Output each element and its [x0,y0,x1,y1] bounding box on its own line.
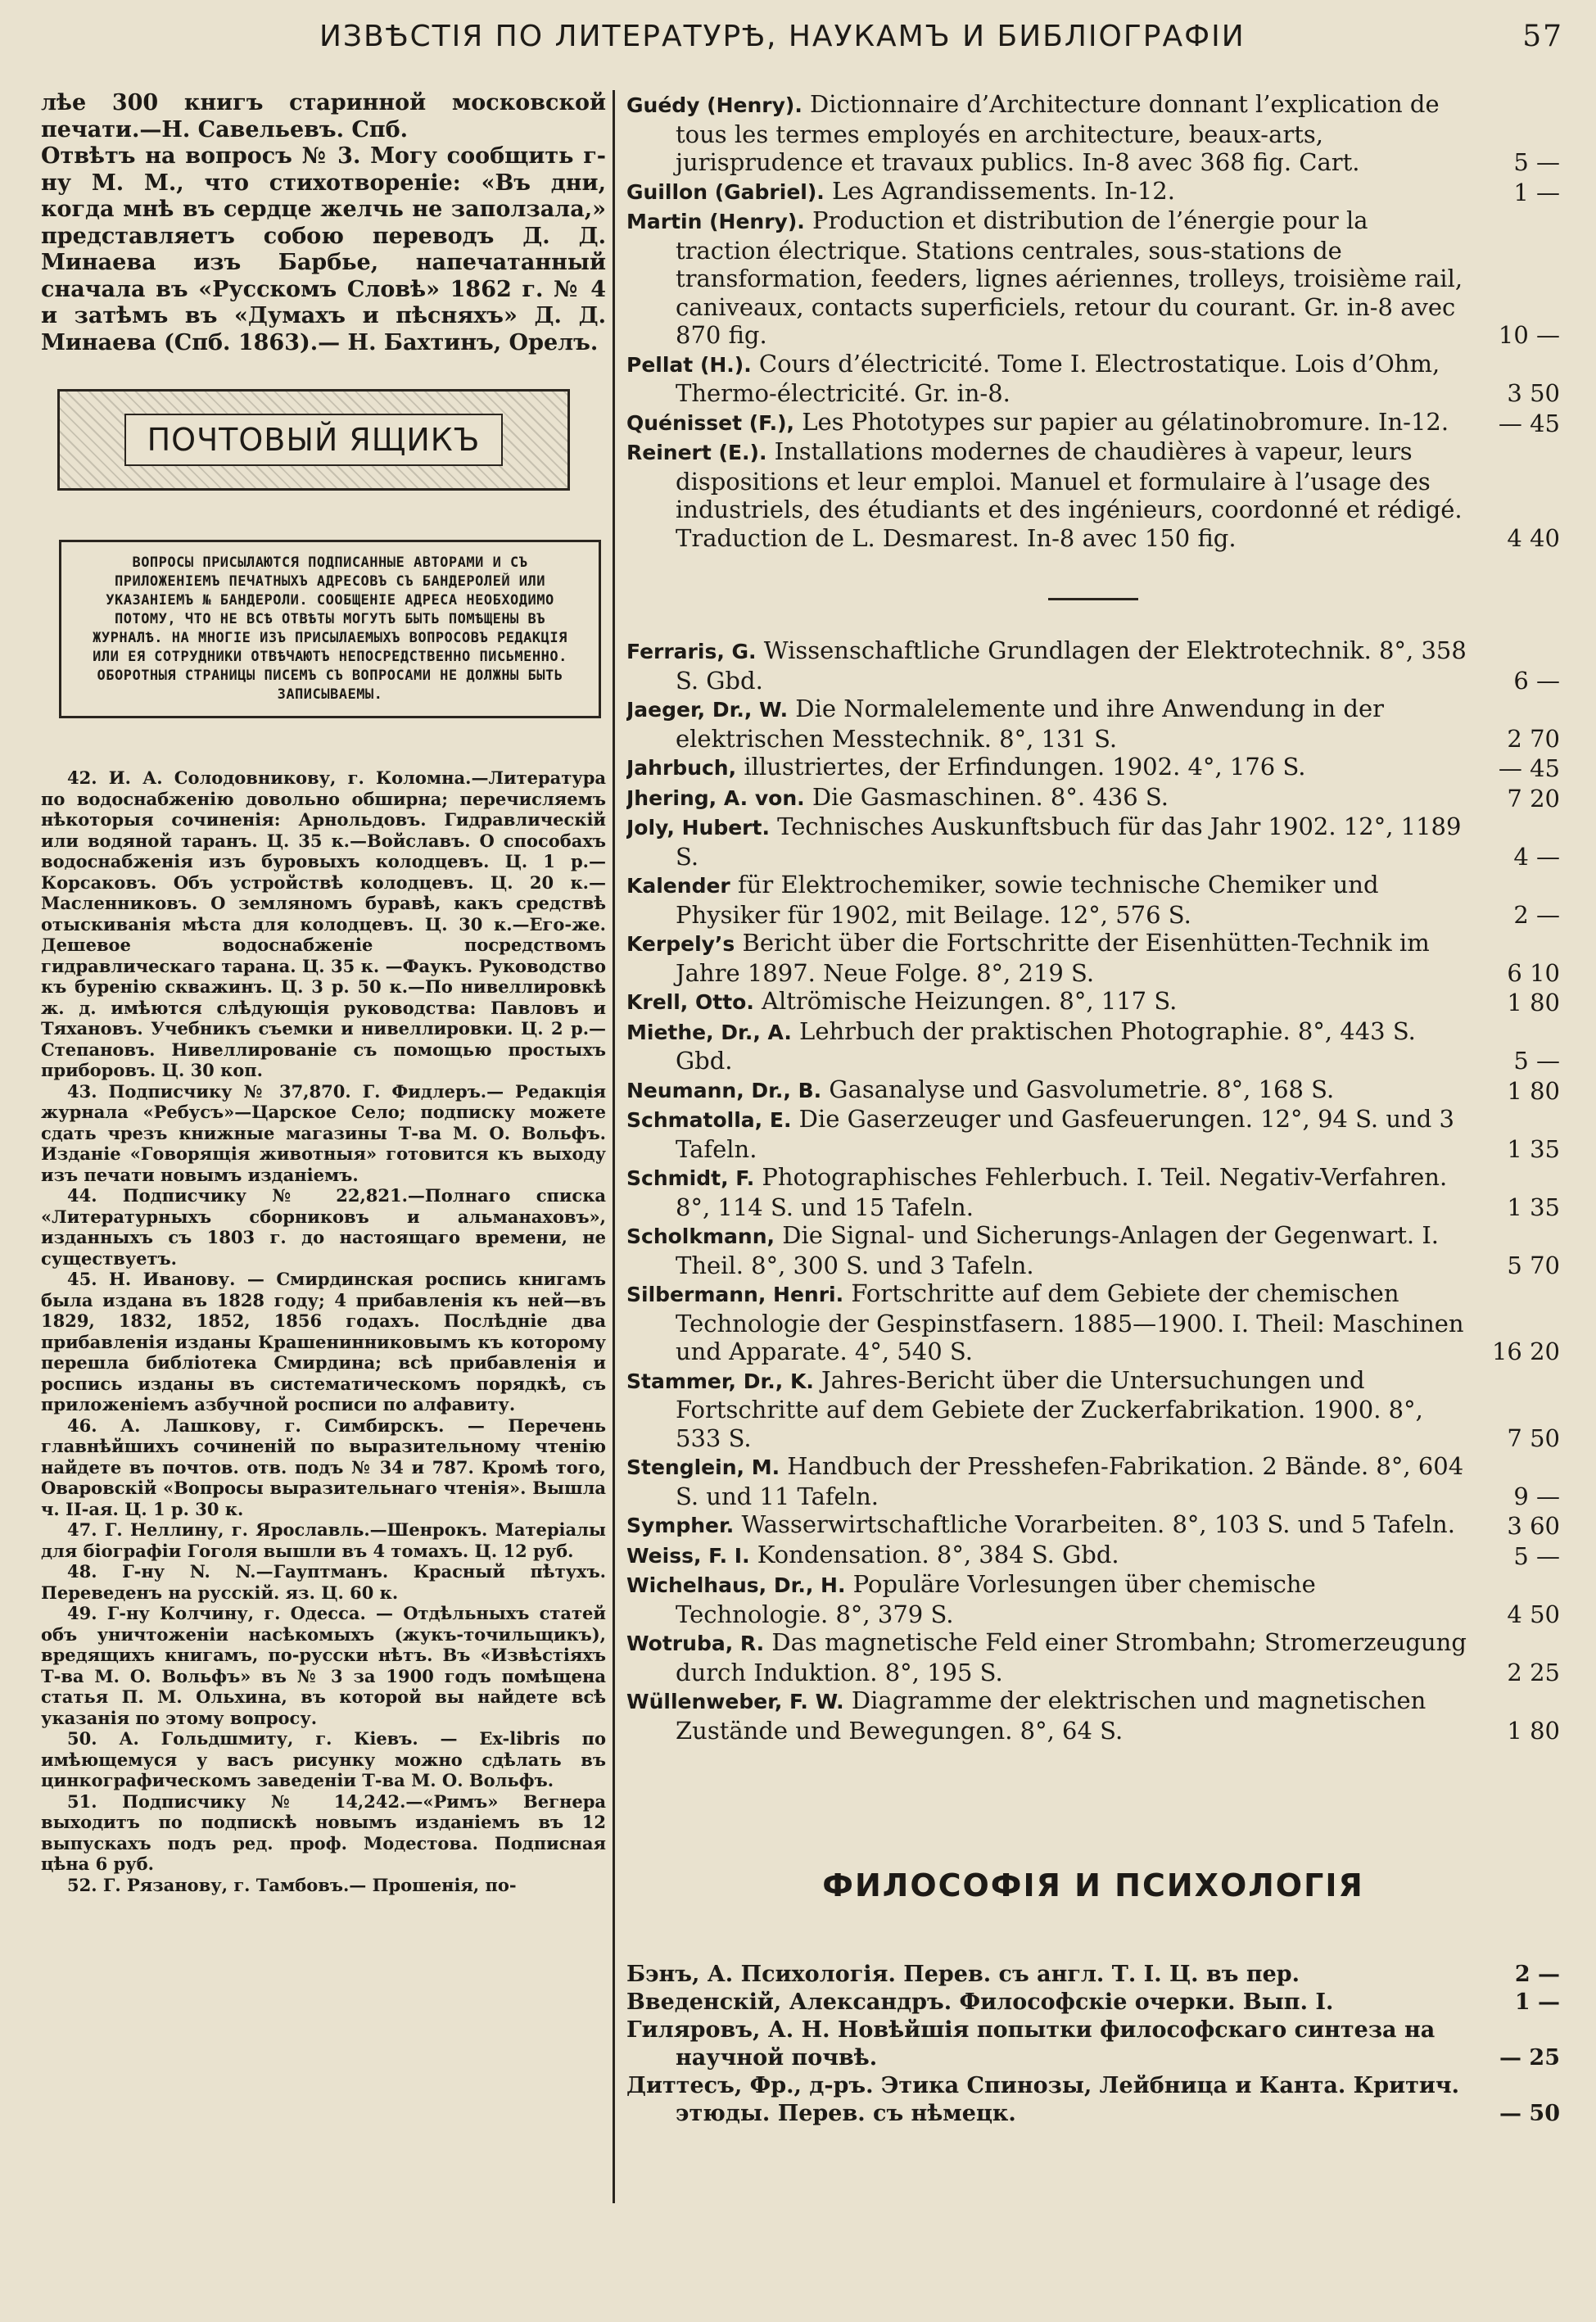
book-price: 1 80 [1507,1076,1560,1105]
book-price: 1 35 [1507,1134,1560,1163]
book-description: Fortschritte auf dem Gebiete der chemischen Technologie der Gespinstfasern. 1885—1900. I. Theil: Maschinen und Apparate. 4°, 540 S. [676,1279,1464,1365]
book-entry [626,90,1560,177]
book-price: 5 — [1513,1047,1560,1075]
book-entry [626,1105,1560,1163]
book-entry [626,636,1560,695]
book-description: Diagramme der elektrischen und magnetischen Zustände und Bewegungen. 8°, 64 S. [676,1686,1426,1745]
book-description: Wissenschaftliche Grundlagen der Elektrotechnik. 8°, 358 S. Gbd. [676,636,1467,695]
page-number: 57 [1522,20,1563,53]
answer-item: 49. Г-ну Колчину, г. Одесса. — Отдѣльныхъ статей объ уничтоженіи насѣкомыхъ (жукъ-точильщикъ), вредящихъ книгамъ, по-русски нѣтъ. Въ «Извѣстіяхъ Т-ва М. О. Вольфъ» въ № 3 за 1900 годъ помѣщена статья П. М. Ольхина, въ которой вы найдете всѣ указанія по этому вопросу. [41,1603,606,1728]
book-price: 6 — [1513,666,1560,695]
book-entry [626,1989,1560,2016]
mailbox-notice: ВОПРОСЫ ПРИСЫЛАЮТСЯ ПОДПИСАННЫЕ АВТОРАМИ И СЪ ПРИЛОЖЕНІЕМЪ ПЕЧАТНЫХЪ АДРЕСОВЪ СЪ БАНДЕРОЛЕЙ ИЛИ УКАЗАНІЕМЪ № БАНДЕРОЛИ. СООБЩЕНІЕ АДРЕСА НЕОБХОДИМО ПОТОМУ, ЧТО НЕ ВСѢ ОТВѢТЫ МОГУТЪ БЫТЬ ПОМѢЩЕНЫ ВЪ ЖУРНАЛѢ. НА МНОГІЕ ИЗЪ ПРИСЫЛАЕМЫХЪ ВОПРОСОВЪ РЕДАКЦІЯ ИЛИ ЕЯ СОТРУДНИКИ ОТВѢЧАЮТЪ НЕПОСРЕДСТВЕННО ПИСЬМЕННО. ОБОРОТНЫЯ СТРАНИЦЫ ПИСЕМЪ СЪ ВОПРОСАМИ НЕ ДОЛЖНЫ БЫТЬ ЗАПИСЫВАЕМЫ. [59,540,601,718]
book-price: 5 — [1513,1541,1560,1570]
book-price: 7 50 [1507,1424,1560,1452]
book-description: Handbuch der Presshefen-Fabrikation. 2 Bände. 8°, 604 S. und 11 Tafeln. [676,1452,1464,1510]
book-author: Wotruba, R. [626,1632,765,1655]
book-description: Jahres-Bericht über die Untersuchungen und Fortschritte auf dem Gebiete der Zuckerfabrikation. 1900. 8°, 533 S. [676,1365,1423,1452]
book-entry [626,1163,1560,1221]
book-price: — 25 [1499,2045,1560,2071]
book-description: Этика Спинозы, Лейбница и Канта. Критич. этюды. Перев. съ нѣмецк. [676,2073,1460,2126]
book-author: Scholkmann, [626,1224,775,1248]
answers-list [41,767,606,1895]
book-entry [626,1570,1560,1628]
book-author: Martin (Henry). [626,210,805,233]
book-author: Stenglein, M. [626,1455,780,1479]
journal-title: ИЗВѢСТІЯ ПО ЛИТЕРАТУРѢ, НАУКАМЪ И БИБЛІОГРАФІИ [319,20,1246,53]
book-price: 4 — [1513,842,1560,871]
section-separator [1048,598,1138,600]
book-description: Dictionnaire d’Architecture donnant l’explication de tous les termes employés en architecture, beaux-arts, jurisprudence et travaux publics. In-8 avec 368 fig. Cart. [676,90,1440,176]
book-entry [626,929,1560,987]
book-author: Бэнъ, А. [626,1962,734,1987]
book-author: Wüllenweber, F. W. [626,1690,844,1713]
book-author: Sympher. [626,1514,735,1537]
book-price: 5 70 [1507,1251,1560,1279]
answer-item: 44. Подписчику № 22,821.—Полнаго списка «Литературныхъ сборниковъ и альманаховъ», изданныхъ съ 1803 г. до настоящаго времени, не существуетъ. [41,1185,606,1269]
book-description: Die Signal- und Sicherungs-Anlagen der Gegenwart. I. Theil. 8°, 300 S. und 3 Tafeln. [676,1221,1440,1279]
book-price: 4 40 [1507,523,1560,552]
book-author: Reinert (E.). [626,441,767,464]
book-author: Quénisset (F.), [626,410,794,435]
answer-item: 51. Подписчику № 14,242.—«Римъ» Вегнера выходитъ по подпискѣ новымъ изданіемъ въ 12 выпускахъ подъ ред. проф. Модестова. Подписная цѣна 6 руб. [41,1790,606,1874]
book-author: Kalender [626,874,730,898]
intro-paragraph: Отвѣтъ на вопросъ № 3. Могу сообщить г-ну М. М., что стихотвореніе: «Въ дни, когда мнѣ въ сердце желчь не заползала,» представляетъ собою переводъ Д. Д. Минаева изъ Барбье, напечатанный сначала въ «Русскомъ Словѣ» 1862 г. № 4 и затѣмъ въ «Думахъ и пѣсняхъ» Д. Д. Минаева (Спб. 1863).— Н. Бахтинъ, Орелъ. [41,143,606,355]
book-author: Диттесъ, Фр., д-ръ. [626,2073,874,2098]
book-price: 3 60 [1507,1512,1560,1540]
book-entry [626,408,1560,438]
book-price: 2 25 [1507,1658,1560,1686]
book-entry [626,1279,1560,1366]
book-author: Schmidt, F. [626,1166,755,1190]
book-description: Психологія. Перев. съ англ. Т. I. Ц. въ пер. [733,1962,1300,1987]
book-author: Kerpely’s [626,932,735,956]
book-author: Weiss, F. I. [626,1543,750,1568]
book-price: 1 35 [1507,1193,1560,1221]
book-price: — 45 [1498,409,1560,437]
book-entry [626,812,1560,871]
book-price: 10 — [1498,321,1560,349]
book-entry [626,1075,1560,1106]
book-author: Ferraris, G. [626,640,757,663]
answer-item: 52. Г. Рязанову, г. Тамбовъ.— Прошенія, по- [67,1874,517,1895]
book-description: Bericht über die Fortschritte der Eisenhütten-Technik im Jahre 1897. Neue Folge. 8°, 219 S. [676,929,1430,987]
book-entry [626,871,1560,929]
book-entry [626,1017,1560,1075]
book-price: 4 50 [1507,1600,1560,1628]
right-column [626,90,1560,2302]
book-description: Photographisches Fehlerbuch. I. Teil. Negativ-Verfahren. 8°, 114 S. und 15 Tafeln. [676,1163,1448,1221]
book-description: Die Gaserzeuger und Gasfeuerungen. 12°, 94 S. und 3 Tafeln. [676,1105,1454,1163]
answer-item: 45. Н. Иванову. — Смирдинская роспись книгамъ была издана въ 1828 году; 4 прибавленія къ ней—въ 1829, 1832, 1852, 1856 годахъ. Послѣдніе два прибавленія изданы Крашенинниковымъ къ которому перешла библіотека Смирдина; всѣ прибавленія и роспись изданы въ систематическомъ порядкѣ, съ приложеніемъ азбучной росписи по алфавиту. [41,1269,606,1414]
book-entry [626,1541,1560,1571]
column-rule-top [613,90,615,2203]
book-entry [626,695,1560,753]
book-description: Философскіе очерки. Вып. I. [952,1989,1334,2015]
book-description: für Elektrochemiker, sowie technische Chemiker und Physiker für 1902, mit Beilage. 12°, 576 S. [676,871,1379,929]
book-entry [626,987,1560,1017]
book-description: Новѣйшія попытки философскаго синтеза на научной почвѣ. [676,2017,1435,2071]
book-description: Populäre Vorlesungen über chemische Technologie. 8°, 379 S. [676,1570,1316,1628]
book-description: Die Gasmaschinen. 8°. 436 S. [804,782,1169,811]
book-price: 1 80 [1507,989,1560,1016]
book-entry [626,1366,1560,1453]
book-description: Die Normalelemente und ihre Anwendung in der elektrischen Messtechnik. 8°, 131 S. [676,695,1385,753]
book-author: Guillon (Gabriel). [626,179,825,204]
book-author: Jhering, A. von. [626,785,805,810]
book-author: Miethe, Dr., A. [626,1020,792,1044]
book-description: Lehrbuch der praktischen Photographie. 8°, 443 S. Gbd. [676,1016,1416,1075]
book-entry [626,1686,1560,1745]
book-description: illustriertes, der Erfindungen. 1902. 4°, 176 S. [736,753,1306,781]
book-entry [626,2072,1560,2128]
book-author: Schmatolla, E. [626,1108,792,1132]
book-description: Kondensation. 8°, 384 S. Gbd. [749,1540,1119,1568]
left-column [41,90,606,2302]
book-entry [626,177,1560,207]
intro-paragraph: лѣе 300 книгъ старинной московской печати.—Н. Савельевъ. Спб. [41,90,606,143]
book-description: Cours d’électricité. Tome I. Electrostatique. Lois d’Ohm, Thermo-électricité. Gr. in-8. [676,349,1440,407]
book-entry [626,2016,1560,2072]
book-price: 2 — [1513,900,1560,929]
book-price: 5 — [1513,148,1560,176]
book-author: Joly, Hubert. [626,816,770,840]
book-price: — 45 [1498,754,1560,782]
russian-books-list [626,1961,1560,2128]
book-price: 1 80 [1507,1716,1560,1745]
book-entry [626,437,1560,552]
french-books-list [626,90,1560,552]
book-description: Les Agrandissements. In-12. [824,176,1175,205]
answer-item: 46. А. Лашкову, г. Симбирскъ. — Перечень главнѣйшихъ сочиненій по выразительному чтенію найдете въ почтов. отв. подъ № 34 и 787. Кромѣ того, Оваровскій «Вопросы выразительнаго чтенія». Вышла ч. II-ая. Ц. 1 р. 30 к. [41,1414,606,1519]
book-author: Krell, Otto. [626,990,754,1014]
book-price: 16 20 [1491,1338,1560,1365]
book-price: 2 — [1514,1962,1560,1987]
answer-item: 43. Подписчику № 37,870. Г. Фидлеръ.— Редакція журнала «Ребусъ»—Царское Село; подписку можете сдать чрезъ книжные магазины Т-ва М. О. Вольфъ. Изданіе «Говорящія животныя» готовится къ выходу изъ печати новымъ изданіемъ. [41,1080,606,1185]
book-price: 7 20 [1507,784,1560,812]
answer-item: 47. Г. Неллину, г. Ярославль.—Шенрокъ. Матеріалы для біографіи Гоголя вышли въ 4 томахъ. Ц. 12 руб. [41,1519,606,1561]
book-description: Les Phototypes sur papier au gélatinobromure. In-12. [794,407,1449,436]
book-author: Stammer, Dr., K. [626,1369,814,1393]
running-header [49,11,1563,61]
book-entry [626,1221,1560,1279]
book-description: Technisches Auskunftsbuch für das Jahr 1902. 12°, 1189 S. [676,812,1462,871]
book-price: 1 — [1514,1989,1560,2015]
book-description: Wasserwirtschaftliche Vorarbeiten. 8°, 103 S. und 5 Tafeln. [734,1510,1455,1538]
answer-item: 50. А. Гольдшмиту, г. Кіевъ. — Ex-libris по имѣющемуся у васъ рисунку можно сдѣлать въ цинкографическомъ заведеніи Т-ва М. О. Вольфъ. [41,1728,606,1790]
book-price: 6 10 [1507,958,1560,987]
book-entry [626,350,1560,408]
book-description: Production et distribution de l’énergie pour la traction électrique. Stations centrales, sous-stations de transformation, feeders, lignes aériennes, trolleys, troisième rail, caniveaux, contacts superficiels, retour du courant. Gr. in-8 avec 870 fig. [676,206,1463,349]
book-author: Silbermann, Henri. [626,1283,844,1306]
book-price: — 50 [1499,2101,1560,2126]
book-author: Wichelhaus, Dr., H. [626,1573,846,1597]
mailbox-title-box [57,389,570,491]
book-price: 3 50 [1507,379,1560,407]
book-description: Das magnetische Feld einer Strombahn; Stromerzeugung durch Induktion. 8°, 195 S. [676,1628,1467,1686]
book-author: Guédy (Henry). [626,93,803,117]
book-entry [626,783,1560,813]
answer-item: 42. И. А. Солодовникову, г. Коломна.—Литература по водоснабженію довольно обширна; перечисляемъ нѣкоторыя сочиненія: Арнольдовъ. Гидравлическій или водяной таранъ. Ц. 35 к.—Войславъ. О способахъ водоснабженія изъ буровыхъ колодцевъ. Ц. 1 р.—Корсаковъ. Объ устройствѣ колодцевъ. Ц. 20 к.—Масленниковъ. О земляномъ буравѣ, какъ средствѣ отыскиванія мѣста для колодцевъ. Ц. 30 к.—Его-же. Дешевое водоснабженіе посредствомъ гидравлическаго тарана. Ц. 35 к. —Фаукъ. Руководство къ буренію скважинъ. Ц. 3 р. 50 к.—По нивеллировкѣ ж. д. имѣются слѣдующія руководства: Павловъ и Тяхановъ. Учебникъ съемки и нивеллировки. Ц. 2 р.—Степановъ. Нивеллированіе съ помощью простыхъ приборовъ. Ц. 30 коп. [41,767,606,1080]
book-author: Jahrbuch, [626,756,737,780]
book-price: 2 70 [1507,724,1560,753]
mailbox-title: ПОЧТОВЫЙ ЯЩИКЪ [124,414,504,466]
book-entry [626,206,1560,350]
answer-item: 48. Г-ну N. N.—Гауптманъ. Красный пѣтухъ. Переведенъ на русскій. яз. Ц. 60 к. [41,1561,606,1603]
book-author: Neumann, Dr., B. [626,1078,822,1102]
book-price: 9 — [1513,1482,1560,1510]
book-entry [626,1510,1560,1541]
book-author: Гиляровъ, А. Н. [626,2017,830,2043]
book-price: 1 — [1513,178,1560,206]
german-books-list [626,636,1560,1745]
book-author: Jaeger, Dr., W. [626,698,789,722]
book-description: Altrömische Heizungen. 8°, 117 S. [753,987,1178,1015]
book-entry [626,1628,1560,1686]
book-entry [626,1961,1560,1989]
section-heading: ФИЛОСОФІЯ И ПСИХОЛОГІЯ [822,1867,1364,1903]
book-description: Installations modernes de chaudières à vapeur, leurs dispositions et leur emploi. Manuel et formulaire à l’usage des industriels, des étudiants et des ingénieurs, coordonné et rédigé. Traduction de L. Desmarest. In-8 avec 150 fig. [676,437,1463,552]
book-entry [626,753,1560,783]
book-author: Pellat (H.). [626,352,752,377]
book-author: Введенскій, Александръ. [626,1989,952,2015]
book-entry [626,1452,1560,1510]
book-description: Gasanalyse und Gasvolumetrie. 8°, 168 S. [821,1075,1335,1103]
